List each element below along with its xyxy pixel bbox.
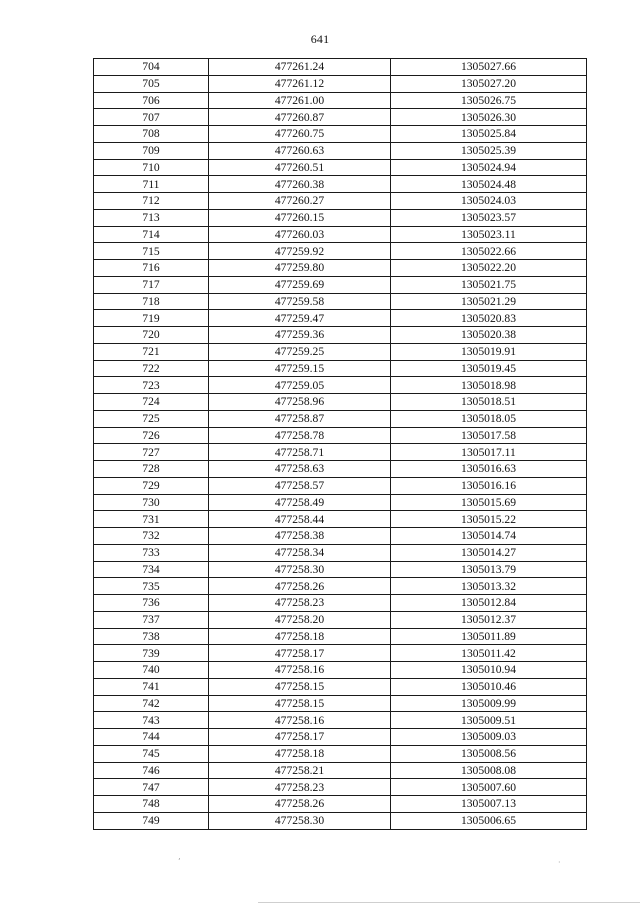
point-number-cell: 724 <box>94 394 209 411</box>
table-row <box>94 511 587 528</box>
y-coordinate-cell: 1305025.84 <box>391 126 587 143</box>
table-row <box>94 528 587 545</box>
x-coordinate-cell: 477259.25 <box>209 343 391 360</box>
x-coordinate-cell: 477258.71 <box>209 444 391 461</box>
table-row <box>94 779 587 796</box>
table-row <box>94 310 587 327</box>
coordinates-table-body <box>94 59 587 830</box>
y-coordinate-cell: 1305024.94 <box>391 159 587 176</box>
x-coordinate-cell: 477258.34 <box>209 544 391 561</box>
point-number-cell: 735 <box>94 578 209 595</box>
table-row <box>94 611 587 628</box>
point-number-cell: 731 <box>94 511 209 528</box>
x-coordinate-cell: 477259.69 <box>209 276 391 293</box>
point-number-cell: 706 <box>94 92 209 109</box>
point-number-cell: 712 <box>94 193 209 210</box>
x-coordinate-cell: 477258.30 <box>209 561 391 578</box>
point-number-cell: 721 <box>94 343 209 360</box>
point-number-cell: 719 <box>94 310 209 327</box>
table-row <box>94 293 587 310</box>
x-coordinate-cell: 477259.36 <box>209 327 391 344</box>
y-coordinate-cell: 1305027.66 <box>391 59 587 76</box>
y-coordinate-cell: 1305023.57 <box>391 209 587 226</box>
x-coordinate-cell: 477260.03 <box>209 226 391 243</box>
y-coordinate-cell: 1305020.83 <box>391 310 587 327</box>
x-coordinate-cell: 477260.75 <box>209 126 391 143</box>
x-coordinate-cell: 477259.80 <box>209 260 391 277</box>
point-number-cell: 723 <box>94 377 209 394</box>
x-coordinate-cell: 477258.78 <box>209 427 391 444</box>
x-coordinate-cell: 477258.96 <box>209 394 391 411</box>
point-number-cell: 708 <box>94 126 209 143</box>
table-row <box>94 712 587 729</box>
y-coordinate-cell: 1305024.48 <box>391 176 587 193</box>
point-number-cell: 717 <box>94 276 209 293</box>
point-number-cell: 713 <box>94 209 209 226</box>
y-coordinate-cell: 1305009.03 <box>391 729 587 746</box>
y-coordinate-cell: 1305020.38 <box>391 327 587 344</box>
point-number-cell: 720 <box>94 327 209 344</box>
y-coordinate-cell: 1305019.91 <box>391 343 587 360</box>
table-row <box>94 243 587 260</box>
point-number-cell: 744 <box>94 729 209 746</box>
x-coordinate-cell: 477258.18 <box>209 745 391 762</box>
x-coordinate-cell: 477259.92 <box>209 243 391 260</box>
point-number-cell: 715 <box>94 243 209 260</box>
point-number-cell: 728 <box>94 461 209 478</box>
y-coordinate-cell: 1305008.08 <box>391 762 587 779</box>
point-number-cell: 710 <box>94 159 209 176</box>
x-coordinate-cell: 477258.63 <box>209 461 391 478</box>
y-coordinate-cell: 1305012.84 <box>391 595 587 612</box>
y-coordinate-cell: 1305011.42 <box>391 645 587 662</box>
table-row <box>94 578 587 595</box>
y-coordinate-cell: 1305021.29 <box>391 293 587 310</box>
table-row <box>94 494 587 511</box>
point-number-cell: 745 <box>94 745 209 762</box>
y-coordinate-cell: 1305022.66 <box>391 243 587 260</box>
table-row <box>94 410 587 427</box>
y-coordinate-cell: 1305018.98 <box>391 377 587 394</box>
y-coordinate-cell: 1305010.46 <box>391 678 587 695</box>
table-row <box>94 377 587 394</box>
point-number-cell: 726 <box>94 427 209 444</box>
x-coordinate-cell: 477258.38 <box>209 528 391 545</box>
x-coordinate-cell: 477259.15 <box>209 360 391 377</box>
y-coordinate-cell: 1305012.37 <box>391 611 587 628</box>
point-number-cell: 716 <box>94 260 209 277</box>
y-coordinate-cell: 1305018.51 <box>391 394 587 411</box>
table-row <box>94 193 587 210</box>
point-number-cell: 748 <box>94 796 209 813</box>
point-number-cell: 738 <box>94 628 209 645</box>
table-row <box>94 477 587 494</box>
table-row <box>94 745 587 762</box>
table-row <box>94 59 587 76</box>
point-number-cell: 705 <box>94 75 209 92</box>
y-coordinate-cell: 1305014.74 <box>391 528 587 545</box>
table-row <box>94 544 587 561</box>
table-row <box>94 444 587 461</box>
x-coordinate-cell: 477258.23 <box>209 595 391 612</box>
table-row <box>94 75 587 92</box>
table-row <box>94 343 587 360</box>
x-coordinate-cell: 477258.30 <box>209 812 391 829</box>
point-number-cell: 725 <box>94 410 209 427</box>
x-coordinate-cell: 477258.23 <box>209 779 391 796</box>
y-coordinate-cell: 1305025.39 <box>391 142 587 159</box>
point-number-cell: 727 <box>94 444 209 461</box>
y-coordinate-cell: 1305014.27 <box>391 544 587 561</box>
page-number: 641 <box>310 32 330 46</box>
y-coordinate-cell: 1305017.58 <box>391 427 587 444</box>
table-row <box>94 427 587 444</box>
point-number-cell: 711 <box>94 176 209 193</box>
y-coordinate-cell: 1305013.79 <box>391 561 587 578</box>
y-coordinate-cell: 1305027.20 <box>391 75 587 92</box>
x-coordinate-cell: 477258.44 <box>209 511 391 528</box>
y-coordinate-cell: 1305009.99 <box>391 695 587 712</box>
point-number-cell: 714 <box>94 226 209 243</box>
y-coordinate-cell: 1305023.11 <box>391 226 587 243</box>
table-row <box>94 276 587 293</box>
x-coordinate-cell: 477258.26 <box>209 578 391 595</box>
x-coordinate-cell: 477258.17 <box>209 645 391 662</box>
coordinates-table <box>93 58 587 830</box>
x-coordinate-cell: 477258.49 <box>209 494 391 511</box>
table-row <box>94 260 587 277</box>
y-coordinate-cell: 1305015.22 <box>391 511 587 528</box>
table-row <box>94 762 587 779</box>
point-number-cell: 742 <box>94 695 209 712</box>
point-number-cell: 709 <box>94 142 209 159</box>
y-coordinate-cell: 1305007.13 <box>391 796 587 813</box>
y-coordinate-cell: 1305009.51 <box>391 712 587 729</box>
table-row <box>94 126 587 143</box>
point-number-cell: 722 <box>94 360 209 377</box>
x-coordinate-cell: 477258.20 <box>209 611 391 628</box>
scan-speck: · <box>558 858 561 867</box>
y-coordinate-cell: 1305016.16 <box>391 477 587 494</box>
y-coordinate-cell: 1305021.75 <box>391 276 587 293</box>
x-coordinate-cell: 477258.57 <box>209 477 391 494</box>
y-coordinate-cell: 1305011.89 <box>391 628 587 645</box>
table-row <box>94 209 587 226</box>
point-number-cell: 749 <box>94 812 209 829</box>
point-number-cell: 737 <box>94 611 209 628</box>
point-number-cell: 729 <box>94 477 209 494</box>
x-coordinate-cell: 477258.17 <box>209 729 391 746</box>
y-coordinate-cell: 1305006.65 <box>391 812 587 829</box>
table-row <box>94 678 587 695</box>
coordinates-table-container <box>93 58 586 830</box>
y-coordinate-cell: 1305015.69 <box>391 494 587 511</box>
y-coordinate-cell: 1305024.03 <box>391 193 587 210</box>
table-row <box>94 109 587 126</box>
x-coordinate-cell: 477258.26 <box>209 796 391 813</box>
table-row <box>94 812 587 829</box>
point-number-cell: 746 <box>94 762 209 779</box>
point-number-cell: 730 <box>94 494 209 511</box>
x-coordinate-cell: 477260.63 <box>209 142 391 159</box>
point-number-cell: 739 <box>94 645 209 662</box>
y-coordinate-cell: 1305018.05 <box>391 410 587 427</box>
table-row <box>94 226 587 243</box>
x-coordinate-cell: 477260.15 <box>209 209 391 226</box>
point-number-cell: 741 <box>94 678 209 695</box>
y-coordinate-cell: 1305016.63 <box>391 461 587 478</box>
point-number-cell: 736 <box>94 595 209 612</box>
table-row <box>94 394 587 411</box>
point-number-cell: 732 <box>94 528 209 545</box>
table-row <box>94 327 587 344</box>
table-row <box>94 159 587 176</box>
x-coordinate-cell: 477258.21 <box>209 762 391 779</box>
table-row <box>94 645 587 662</box>
table-row <box>94 595 587 612</box>
y-coordinate-cell: 1305026.75 <box>391 92 587 109</box>
x-coordinate-cell: 477261.00 <box>209 92 391 109</box>
scan-speck: ʼ <box>178 857 181 866</box>
table-row <box>94 662 587 679</box>
x-coordinate-cell: 477261.12 <box>209 75 391 92</box>
table-row <box>94 360 587 377</box>
x-coordinate-cell: 477258.15 <box>209 678 391 695</box>
x-coordinate-cell: 477261.24 <box>209 59 391 76</box>
table-row <box>94 729 587 746</box>
x-coordinate-cell: 477258.87 <box>209 410 391 427</box>
point-number-cell: 718 <box>94 293 209 310</box>
y-coordinate-cell: 1305010.94 <box>391 662 587 679</box>
point-number-cell: 733 <box>94 544 209 561</box>
table-row <box>94 561 587 578</box>
table-row <box>94 142 587 159</box>
y-coordinate-cell: 1305017.11 <box>391 444 587 461</box>
scan-edge-line <box>258 902 640 903</box>
table-row <box>94 695 587 712</box>
x-coordinate-cell: 477260.51 <box>209 159 391 176</box>
point-number-cell: 743 <box>94 712 209 729</box>
x-coordinate-cell: 477259.05 <box>209 377 391 394</box>
point-number-cell: 734 <box>94 561 209 578</box>
table-row <box>94 92 587 109</box>
y-coordinate-cell: 1305026.30 <box>391 109 587 126</box>
x-coordinate-cell: 477258.18 <box>209 628 391 645</box>
x-coordinate-cell: 477260.27 <box>209 193 391 210</box>
x-coordinate-cell: 477258.15 <box>209 695 391 712</box>
y-coordinate-cell: 1305008.56 <box>391 745 587 762</box>
y-coordinate-cell: 1305013.32 <box>391 578 587 595</box>
table-row <box>94 796 587 813</box>
point-number-cell: 747 <box>94 779 209 796</box>
point-number-cell: 740 <box>94 662 209 679</box>
y-coordinate-cell: 1305007.60 <box>391 779 587 796</box>
x-coordinate-cell: 477259.47 <box>209 310 391 327</box>
x-coordinate-cell: 477260.38 <box>209 176 391 193</box>
point-number-cell: 704 <box>94 59 209 76</box>
x-coordinate-cell: 477259.58 <box>209 293 391 310</box>
y-coordinate-cell: 1305022.20 <box>391 260 587 277</box>
x-coordinate-cell: 477258.16 <box>209 662 391 679</box>
table-row <box>94 176 587 193</box>
point-number-cell: 707 <box>94 109 209 126</box>
y-coordinate-cell: 1305019.45 <box>391 360 587 377</box>
table-row <box>94 628 587 645</box>
x-coordinate-cell: 477258.16 <box>209 712 391 729</box>
x-coordinate-cell: 477260.87 <box>209 109 391 126</box>
table-row <box>94 461 587 478</box>
